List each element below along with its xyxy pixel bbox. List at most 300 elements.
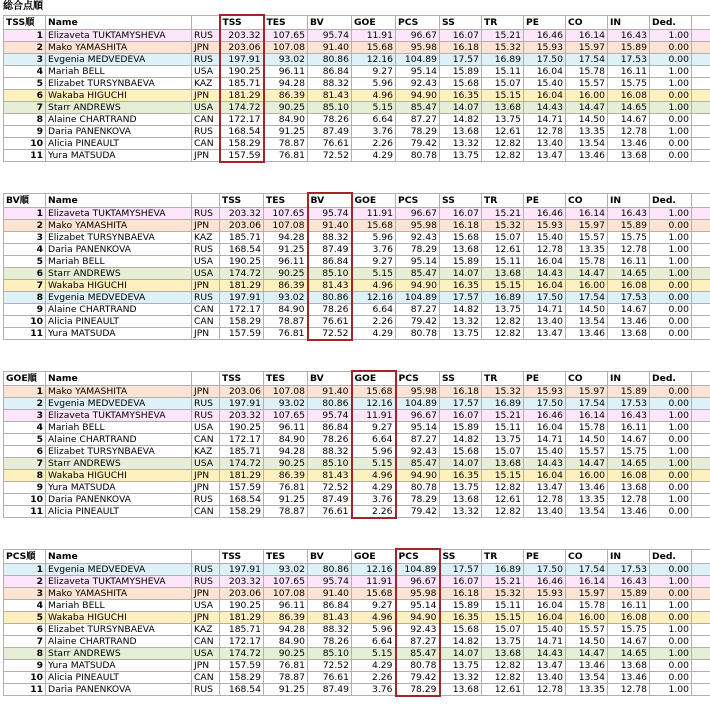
table-row	[4, 243, 710, 255]
table-row	[4, 647, 710, 659]
tss-cell: 203.32	[220, 29, 264, 41]
skater-name: Alicia PINEAULT	[46, 137, 192, 149]
skater-name: Alaine CHARTRAND	[46, 635, 192, 647]
skater-name: Alaine CHARTRAND	[46, 113, 192, 125]
tss-cell: 203.06	[220, 219, 264, 231]
tss-cell: 181.29	[220, 611, 264, 623]
table-row	[4, 219, 710, 231]
ded-cell: 1.00	[650, 125, 692, 137]
ded-cell: 0.00	[650, 113, 692, 125]
tss-cell: 203.32	[220, 207, 264, 219]
in-cell: 17.53	[608, 291, 650, 303]
pcs-cell: 95.14	[396, 599, 440, 611]
in-cell: 16.43	[608, 207, 650, 219]
tr-cell: 12.82	[482, 671, 524, 683]
rank-cell: 2	[4, 397, 46, 409]
column-header-tes: TES	[264, 371, 308, 385]
skater-name: Mako YAMASHITA	[46, 219, 192, 231]
bv-cell: 78.26	[308, 303, 352, 315]
column-header-nation	[192, 371, 220, 385]
ded-cell: 0.00	[650, 149, 692, 162]
table-row	[4, 41, 710, 53]
table-row	[4, 89, 710, 101]
tr-cell: 12.82	[482, 659, 524, 671]
bv-cell: 91.40	[308, 385, 352, 397]
column-header-pe: PE	[524, 193, 566, 207]
tes-cell: 107.08	[264, 587, 308, 599]
nation-code: JPN	[192, 481, 220, 493]
pcs-cell: 95.14	[396, 255, 440, 267]
row-spacer	[692, 469, 710, 481]
in-cell: 13.46	[608, 671, 650, 683]
ss-cell: 13.68	[440, 683, 482, 696]
tes-cell: 84.90	[264, 635, 308, 647]
co-cell: 15.78	[566, 421, 608, 433]
skater-name: Evgenia MEDVEDEVA	[46, 563, 192, 575]
table-row	[4, 29, 710, 41]
nation-code: JPN	[192, 469, 220, 481]
tr-cell: 13.68	[482, 267, 524, 279]
co-cell: 16.00	[566, 279, 608, 291]
pcs-cell: 94.90	[396, 469, 440, 481]
row-spacer	[692, 445, 710, 457]
bv-cell: 86.84	[308, 255, 352, 267]
skater-name: Mako YAMASHITA	[46, 41, 192, 53]
row-spacer	[692, 409, 710, 421]
tr-cell: 15.32	[482, 41, 524, 53]
bv-cell: 80.86	[308, 563, 352, 575]
tss-cell: 158.29	[220, 671, 264, 683]
skater-name: Elizabet TURSYNBAEVA	[46, 231, 192, 243]
nation-code: RUS	[192, 493, 220, 505]
column-header-pcs: PCS	[396, 371, 440, 385]
skater-name: Elizabet TURSYNBAEVA	[46, 623, 192, 635]
tss-cell: 157.59	[220, 327, 264, 340]
pe-cell: 15.93	[524, 219, 566, 231]
ss-cell: 13.68	[440, 243, 482, 255]
bv-cell: 72.52	[308, 481, 352, 493]
pcs-cell: 85.47	[396, 101, 440, 113]
in-cell: 14.67	[608, 303, 650, 315]
ss-cell: 16.35	[440, 469, 482, 481]
row-spacer	[692, 29, 710, 41]
pe-cell: 15.40	[524, 231, 566, 243]
bv-cell: 72.52	[308, 149, 352, 162]
goe-cell: 3.76	[352, 683, 396, 696]
tr-cell: 15.32	[482, 385, 524, 397]
bv-cell: 87.49	[308, 243, 352, 255]
table-row	[4, 623, 710, 635]
co-cell: 17.54	[566, 563, 608, 575]
goe-cell: 12.16	[352, 291, 396, 303]
ded-cell: 0.00	[650, 433, 692, 445]
tr-cell: 13.75	[482, 113, 524, 125]
skater-name: Daria PANENKOVA	[46, 683, 192, 696]
ss-cell: 13.68	[440, 493, 482, 505]
rank-cell: 3	[4, 231, 46, 243]
nation-code: KAZ	[192, 231, 220, 243]
nation-code: JPN	[192, 385, 220, 397]
tss-cell: 185.71	[220, 445, 264, 457]
rank-cell: 11	[4, 149, 46, 162]
pcs-cell: 79.42	[396, 315, 440, 327]
tss-cell: 190.25	[220, 421, 264, 433]
column-header-in: IN	[608, 193, 650, 207]
tss-cell: 203.06	[220, 587, 264, 599]
in-cell: 17.53	[608, 397, 650, 409]
row-spacer	[692, 587, 710, 599]
skater-name: Wakaba HIGUCHI	[46, 469, 192, 481]
tes-cell: 93.02	[264, 397, 308, 409]
tes-cell: 91.25	[264, 683, 308, 696]
nation-code: RUS	[192, 29, 220, 41]
ss-cell: 13.32	[440, 137, 482, 149]
column-header-tr: TR	[482, 549, 524, 563]
tr-cell: 16.89	[482, 397, 524, 409]
pcs-cell: 96.67	[396, 207, 440, 219]
nation-code: USA	[192, 267, 220, 279]
goe-cell: 9.27	[352, 599, 396, 611]
table-row	[4, 481, 710, 493]
bv-cell: 76.61	[308, 137, 352, 149]
tss-cell: 185.71	[220, 623, 264, 635]
pe-cell: 16.04	[524, 89, 566, 101]
pe-cell: 14.43	[524, 267, 566, 279]
tr-cell: 13.75	[482, 303, 524, 315]
pcs-cell: 95.98	[396, 41, 440, 53]
goe-cell: 15.68	[352, 219, 396, 231]
bv-cell: 78.26	[308, 113, 352, 125]
ss-cell: 13.32	[440, 315, 482, 327]
nation-code: RUS	[192, 53, 220, 65]
co-cell: 13.46	[566, 149, 608, 162]
tss-cell: 174.72	[220, 267, 264, 279]
pe-cell: 16.04	[524, 255, 566, 267]
rank-cell: 11	[4, 505, 46, 518]
nation-code: USA	[192, 647, 220, 659]
bv-cell: 81.43	[308, 89, 352, 101]
bv-cell: 88.32	[308, 231, 352, 243]
column-header-tss: TSS	[220, 15, 264, 29]
tr-cell: 13.68	[482, 647, 524, 659]
row-spacer	[692, 623, 710, 635]
tss-cell: 168.54	[220, 125, 264, 137]
pcs-cell: 85.47	[396, 457, 440, 469]
goe-cell: 2.26	[352, 671, 396, 683]
bv-cell: 80.86	[308, 291, 352, 303]
row-spacer	[692, 231, 710, 243]
in-cell: 15.75	[608, 77, 650, 89]
skater-name: Evgenia MEDVEDEVA	[46, 53, 192, 65]
tes-cell: 86.39	[264, 279, 308, 291]
in-cell: 14.65	[608, 647, 650, 659]
bv-cell: 85.10	[308, 267, 352, 279]
row-spacer	[692, 279, 710, 291]
row-spacer	[692, 243, 710, 255]
tss-cell: 203.32	[220, 575, 264, 587]
tes-cell: 76.81	[264, 327, 308, 340]
row-spacer	[692, 149, 710, 162]
skater-name: Elizabet TURSYNBAEVA	[46, 445, 192, 457]
ss-cell: 13.32	[440, 671, 482, 683]
tes-cell: 107.65	[264, 207, 308, 219]
tr-cell: 15.21	[482, 409, 524, 421]
nation-code: JPN	[192, 587, 220, 599]
column-header-ded: Ded.	[650, 371, 692, 385]
table-row	[4, 409, 710, 421]
page-title: 総合点順	[3, 1, 43, 12]
bv-cell: 88.32	[308, 445, 352, 457]
nation-code: RUS	[192, 563, 220, 575]
tss-cell: 174.72	[220, 457, 264, 469]
pe-cell: 16.46	[524, 575, 566, 587]
bv-cell: 87.49	[308, 125, 352, 137]
table-row	[4, 635, 710, 647]
ded-cell: 1.00	[650, 683, 692, 696]
goe-cell: 5.15	[352, 457, 396, 469]
bv-cell: 95.74	[308, 575, 352, 587]
rank-cell: 10	[4, 671, 46, 683]
tes-cell: 90.25	[264, 101, 308, 113]
tes-cell: 86.39	[264, 469, 308, 481]
table-header-row	[4, 15, 710, 29]
tes-cell: 84.90	[264, 303, 308, 315]
tr-cell: 15.07	[482, 445, 524, 457]
tr-cell: 13.75	[482, 635, 524, 647]
tss-cell: 181.29	[220, 469, 264, 481]
rank-cell: 8	[4, 469, 46, 481]
in-cell: 16.43	[608, 29, 650, 41]
nation-code: CAN	[192, 315, 220, 327]
tr-cell: 15.15	[482, 89, 524, 101]
rank-cell: 4	[4, 421, 46, 433]
in-cell: 17.53	[608, 53, 650, 65]
bv-cell: 81.43	[308, 611, 352, 623]
tr-cell: 15.11	[482, 255, 524, 267]
bv-cell: 86.84	[308, 599, 352, 611]
goe-cell: 4.96	[352, 611, 396, 623]
pcs-cell: 78.29	[396, 243, 440, 255]
column-header-pcs: PCS	[396, 549, 440, 563]
in-cell: 16.43	[608, 575, 650, 587]
bv-cell: 78.26	[308, 635, 352, 647]
pcs-cell: 104.89	[396, 563, 440, 575]
co-cell: 14.50	[566, 433, 608, 445]
column-header-in: IN	[608, 15, 650, 29]
pe-cell: 15.40	[524, 77, 566, 89]
ss-cell: 15.89	[440, 421, 482, 433]
table-row	[4, 267, 710, 279]
column-header-nation	[192, 193, 220, 207]
tes-cell: 94.28	[264, 231, 308, 243]
tss-cell: 197.91	[220, 563, 264, 575]
rank-cell: 7	[4, 635, 46, 647]
bv-cell: 76.61	[308, 315, 352, 327]
rank-cell: 10	[4, 137, 46, 149]
skater-name: Mako YAMASHITA	[46, 587, 192, 599]
goe-cell: 11.91	[352, 207, 396, 219]
pe-cell: 15.93	[524, 587, 566, 599]
ranking-table-tss	[3, 14, 710, 163]
ded-cell: 0.00	[650, 671, 692, 683]
goe-cell: 15.68	[352, 385, 396, 397]
in-cell: 13.46	[608, 137, 650, 149]
ded-cell: 0.00	[650, 397, 692, 409]
pcs-cell: 87.27	[396, 433, 440, 445]
in-cell: 15.75	[608, 623, 650, 635]
row-spacer	[692, 433, 710, 445]
skater-name: Yura MATSUDA	[46, 481, 192, 493]
tr-cell: 15.21	[482, 29, 524, 41]
skater-name: Wakaba HIGUCHI	[46, 89, 192, 101]
pcs-cell: 94.90	[396, 89, 440, 101]
tss-cell: 157.59	[220, 481, 264, 493]
row-spacer	[692, 291, 710, 303]
tes-cell: 86.39	[264, 611, 308, 623]
column-header-tss: TSS	[220, 371, 264, 385]
ss-cell: 14.07	[440, 647, 482, 659]
tss-cell: 158.29	[220, 315, 264, 327]
row-spacer	[692, 219, 710, 231]
ded-cell: 0.00	[650, 291, 692, 303]
pcs-cell: 78.29	[396, 125, 440, 137]
goe-cell: 5.96	[352, 231, 396, 243]
rank-cell: 6	[4, 89, 46, 101]
co-cell: 17.54	[566, 53, 608, 65]
row-spacer	[692, 481, 710, 493]
pcs-cell: 78.29	[396, 493, 440, 505]
skater-name: Mariah BELL	[46, 421, 192, 433]
tss-cell: 158.29	[220, 505, 264, 518]
co-cell: 15.57	[566, 231, 608, 243]
table-row	[4, 505, 710, 518]
rank-cell: 7	[4, 279, 46, 291]
pcs-cell: 87.27	[396, 635, 440, 647]
ded-cell: 1.00	[650, 493, 692, 505]
in-cell: 17.53	[608, 563, 650, 575]
column-header-name: Name	[46, 549, 192, 563]
rank-cell: 2	[4, 575, 46, 587]
ded-cell: 1.00	[650, 647, 692, 659]
co-cell: 16.14	[566, 207, 608, 219]
tes-cell: 86.39	[264, 89, 308, 101]
goe-cell: 5.96	[352, 623, 396, 635]
skater-name: Starr ANDREWS	[46, 647, 192, 659]
ss-cell: 16.07	[440, 207, 482, 219]
ss-cell: 13.32	[440, 505, 482, 518]
table-header-row	[4, 371, 710, 385]
column-header-bv: BV	[308, 549, 352, 563]
tr-cell: 12.82	[482, 481, 524, 493]
ded-cell: 1.00	[650, 623, 692, 635]
rank-cell: 9	[4, 659, 46, 671]
bv-cell: 80.86	[308, 53, 352, 65]
nation-code: RUS	[192, 291, 220, 303]
in-cell: 13.46	[608, 505, 650, 518]
co-cell: 13.35	[566, 125, 608, 137]
tes-cell: 76.81	[264, 481, 308, 493]
ranking-table-goe	[3, 370, 710, 519]
pe-cell: 15.40	[524, 623, 566, 635]
bv-cell: 76.61	[308, 671, 352, 683]
pe-cell: 16.04	[524, 611, 566, 623]
bv-cell: 95.74	[308, 409, 352, 421]
skater-name: Elizaveta TUKTAMYSHEVA	[46, 409, 192, 421]
tr-cell: 13.68	[482, 101, 524, 113]
goe-cell: 5.96	[352, 77, 396, 89]
row-spacer	[692, 207, 710, 219]
tr-cell: 12.82	[482, 327, 524, 340]
row-spacer	[692, 65, 710, 77]
skater-name: Starr ANDREWS	[46, 457, 192, 469]
nation-code: JPN	[192, 659, 220, 671]
nation-code: JPN	[192, 611, 220, 623]
rank-cell: 5	[4, 433, 46, 445]
row-spacer	[692, 385, 710, 397]
table-row	[4, 113, 710, 125]
goe-cell: 12.16	[352, 397, 396, 409]
rank-cell: 6	[4, 623, 46, 635]
ded-cell: 1.00	[650, 77, 692, 89]
co-cell: 14.47	[566, 267, 608, 279]
column-header-goe: GOE	[352, 371, 396, 385]
column-header-name: Name	[46, 371, 192, 385]
ss-cell: 15.68	[440, 623, 482, 635]
column-header-tss: TSS	[220, 549, 264, 563]
goe-cell: 2.26	[352, 315, 396, 327]
table-row	[4, 231, 710, 243]
in-cell: 13.46	[608, 315, 650, 327]
ded-cell: 0.00	[650, 659, 692, 671]
tr-cell: 13.75	[482, 433, 524, 445]
goe-cell: 9.27	[352, 65, 396, 77]
ss-cell: 16.18	[440, 41, 482, 53]
pcs-cell: 85.47	[396, 267, 440, 279]
bv-cell: 88.32	[308, 77, 352, 89]
goe-cell: 11.91	[352, 29, 396, 41]
table-row	[4, 53, 710, 65]
co-cell: 15.97	[566, 219, 608, 231]
in-cell: 13.68	[608, 149, 650, 162]
skater-name: Yura MATSUDA	[46, 149, 192, 162]
tr-cell: 15.21	[482, 207, 524, 219]
tr-cell: 12.61	[482, 243, 524, 255]
in-cell: 16.43	[608, 409, 650, 421]
nation-code: USA	[192, 101, 220, 113]
skater-name: Daria PANENKOVA	[46, 243, 192, 255]
tr-cell: 15.07	[482, 77, 524, 89]
tr-cell: 15.07	[482, 231, 524, 243]
ded-cell: 0.00	[650, 89, 692, 101]
ded-cell: 0.00	[650, 303, 692, 315]
column-header-nation	[192, 549, 220, 563]
rank-cell: 9	[4, 303, 46, 315]
table-row	[4, 671, 710, 683]
in-cell: 16.08	[608, 469, 650, 481]
nation-code: CAN	[192, 137, 220, 149]
table-row	[4, 125, 710, 137]
rank-cell: 3	[4, 53, 46, 65]
tss-cell: 168.54	[220, 493, 264, 505]
nation-code: KAZ	[192, 77, 220, 89]
tr-cell: 16.89	[482, 563, 524, 575]
nation-code: JPN	[192, 41, 220, 53]
tss-cell: 203.06	[220, 41, 264, 53]
ss-cell: 15.68	[440, 77, 482, 89]
skater-name: Starr ANDREWS	[46, 101, 192, 113]
co-cell: 16.00	[566, 611, 608, 623]
tss-cell: 172.17	[220, 113, 264, 125]
